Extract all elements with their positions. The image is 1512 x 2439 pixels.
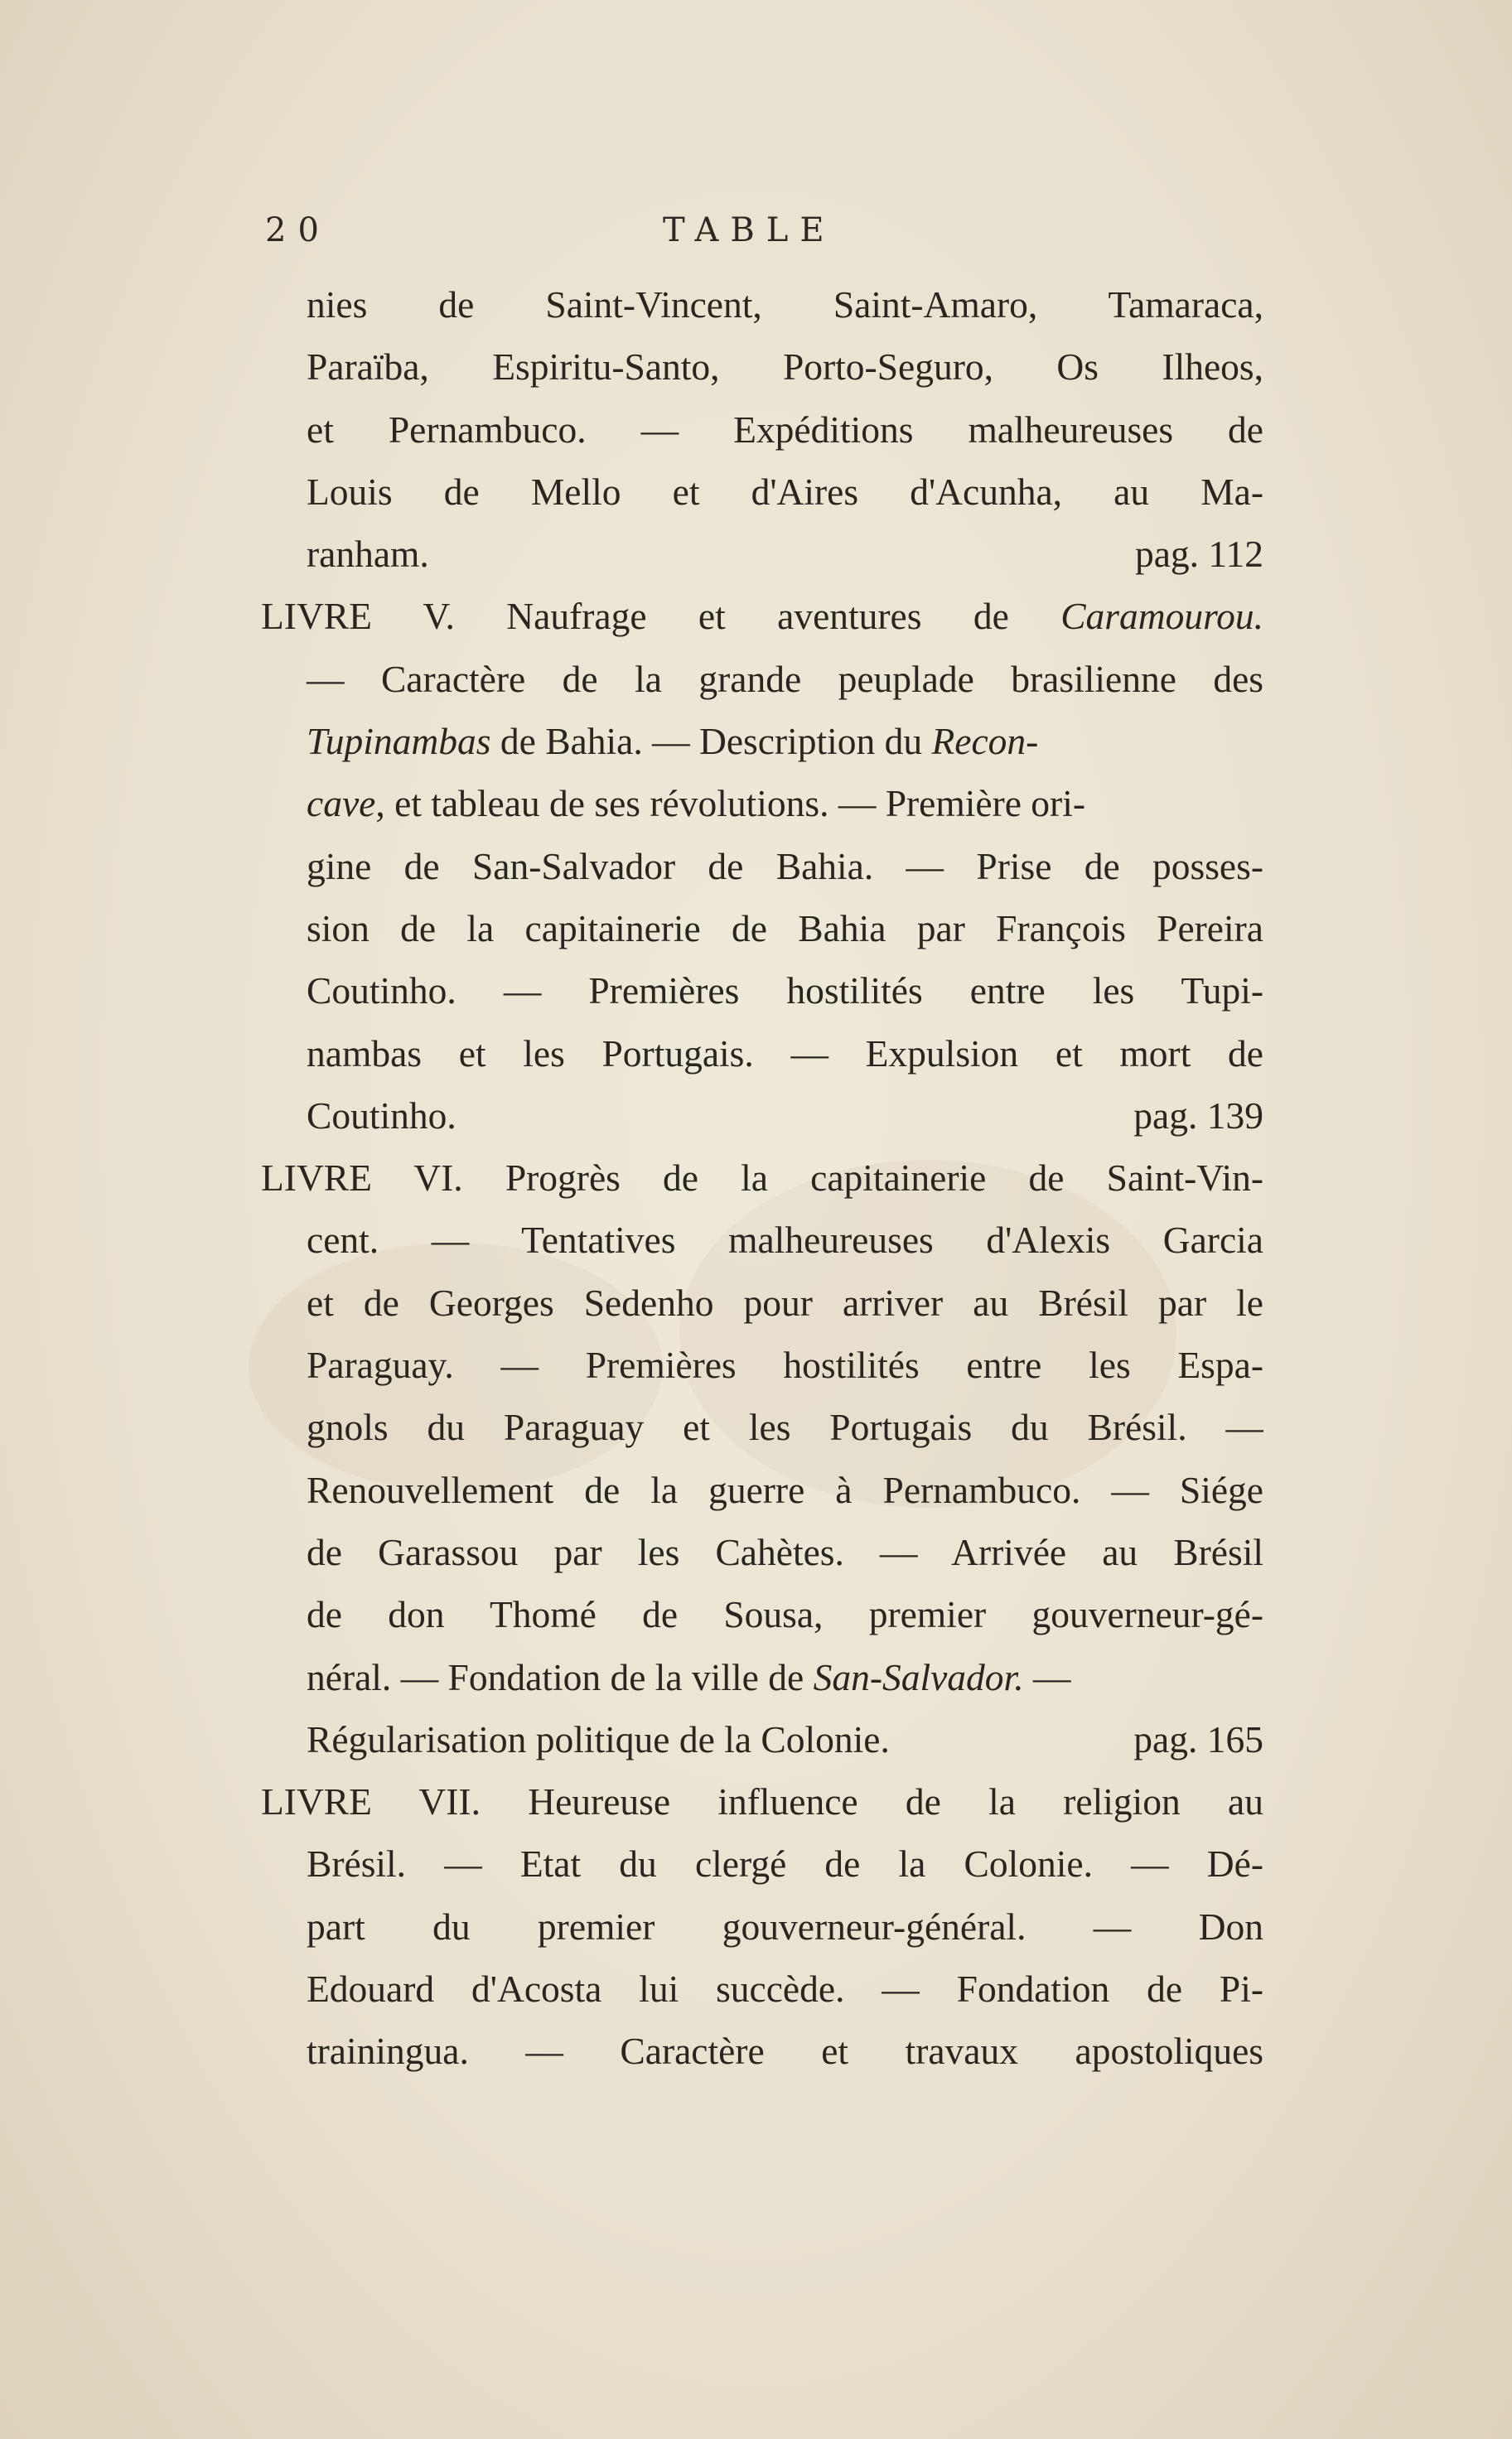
table-of-contents xyxy=(261,273,1263,2083)
italic-term: Tupinambas xyxy=(307,720,491,763)
page-reference: pag. 165 xyxy=(1133,1717,1263,1760)
chapter-heading: LIVRE VI. Progrès de la capitainerie de Saint-Vin- xyxy=(261,1157,1263,1200)
toc-line: sion de la capitainerie de Bahia par François Pereira xyxy=(307,906,1263,949)
toc-line xyxy=(261,585,1263,647)
chapter-heading: LIVRE V. Naufrage et aventures de xyxy=(261,595,1061,638)
toc-line xyxy=(261,523,1263,585)
toc-line: Louis de Mello et d'Aires d'Acunha, au Ma- xyxy=(307,470,1263,513)
toc-line-text: Régularisation politique de la Colonie. xyxy=(307,1717,890,1760)
toc-line: et de Georges Sedenho pour arriver au Brésil par le xyxy=(307,1281,1263,1324)
toc-line: Paraïba, Espiritu-Santo, Porto-Seguro, Os Ilheos, xyxy=(307,345,1263,389)
page-number: 20 xyxy=(265,211,331,249)
toc-line: nambas et les Portugais. — Expulsion et mort de xyxy=(307,1031,1263,1075)
toc-line: Edouard d'Acosta lui succède. — Fondation de Pi- xyxy=(307,1968,1263,2011)
toc-entry-livre-vi xyxy=(261,1147,1263,1770)
toc-line: de Garassou par les Cahètes. — Arrivée au Brésil xyxy=(307,1530,1263,1573)
toc-line-text: ranham. xyxy=(307,533,429,576)
chapter-heading: LIVRE VII. Heureuse influence de la religion au xyxy=(261,1780,1263,1823)
running-title: TABLE xyxy=(663,211,836,249)
toc-line: Coutinho. — Premières hostilités entre les Tupi- xyxy=(307,969,1263,1012)
toc-line-text: néral. — Fondation de la ville de xyxy=(307,1655,814,1698)
toc-line-text: Coutinho. xyxy=(307,1094,456,1137)
page-header xyxy=(265,211,1259,261)
toc-line xyxy=(261,1646,1263,1708)
toc-line xyxy=(261,710,1263,772)
toc-line-text: — xyxy=(1023,1655,1071,1698)
toc-line xyxy=(261,1084,1263,1147)
toc-line: Paraguay. — Premières hostilités entre les Espa- xyxy=(307,1344,1263,1387)
toc-line: trainingua. — Caractère et travaux apostoliques xyxy=(307,2030,1263,2073)
toc-entry-livre-vii xyxy=(261,1770,1263,2082)
italic-term: Caramourou. xyxy=(1060,595,1263,638)
toc-line: gnols du Paraguay et les Portugais du Brésil. — xyxy=(307,1406,1263,1449)
toc-line: Brésil. — Etat du clergé de la Colonie. — Dé- xyxy=(307,1843,1263,1886)
toc-entry-livre-v xyxy=(261,585,1263,1147)
toc-line: nies de Saint-Vincent, Saint-Amaro, Tamaraca, xyxy=(307,283,1263,326)
page-reference: pag. 139 xyxy=(1133,1094,1263,1137)
toc-line-text: de Bahia. — Description du xyxy=(490,720,932,763)
italic-term: cave xyxy=(307,782,376,825)
toc-line xyxy=(261,1708,1263,1770)
toc-line-text: , et tableau de ses révolutions. — Première ori- xyxy=(375,782,1086,825)
toc-line: cent. — Tentatives malheureuses d'Alexis Garcia xyxy=(307,1219,1263,1262)
toc-line: et Pernambuco. — Expéditions malheureuses de xyxy=(307,408,1263,451)
italic-term: Recon- xyxy=(931,720,1039,763)
italic-term: San-Salvador. xyxy=(813,1655,1024,1698)
toc-entry-continuation xyxy=(261,273,1263,585)
toc-line: Renouvellement de la guerre à Pernambuco. — Siége xyxy=(307,1468,1263,1511)
toc-line: — Caractère de la grande peuplade brasilienne des xyxy=(307,657,1263,700)
toc-line: gine de San-Salvador de Bahia. — Prise de posses- xyxy=(307,844,1263,887)
page-reference: pag. 112 xyxy=(1134,533,1263,576)
toc-line: part du premier gouverneur-général. — Don xyxy=(307,1905,1263,1948)
toc-line xyxy=(261,772,1263,834)
toc-line: de don Thomé de Sousa, premier gouverneur-gé- xyxy=(307,1593,1263,1636)
